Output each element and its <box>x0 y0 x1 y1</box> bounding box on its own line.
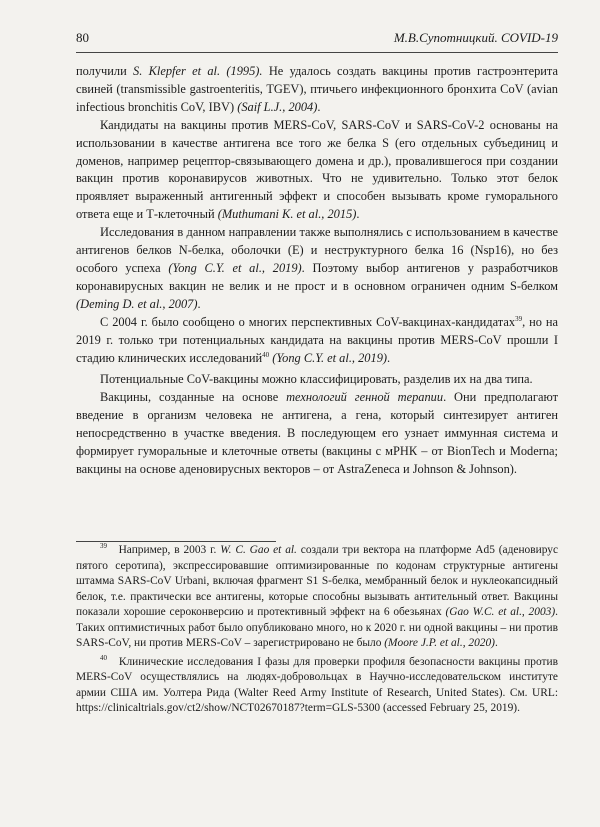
citation: (Muthumani K. et al., 2015) <box>217 207 357 222</box>
citation: (Yong C.Y. et al., 2019) <box>168 260 302 275</box>
citation: (Gao W.C. et al., 2003) <box>445 606 556 618</box>
paragraph-4: С 2004 г. было сообщено о многих перспективных CoV-вакцинах-кандидатах$^{39}$, но на 2019 г. только три потенциальных кандидата на вакцины против MERS-CoV прошли I стадию клинических исследований$^{40}$ (Yong C.Y. et al., 2019). <box>76 314 559 365</box>
paragraph-1: получили S. Klepfer et al. (1995). Не удалось создать вакцины против гастроэнтерита свиней (transmissible gastroenteritis, TGEV), птичьего инфекционного бронхита CoV (avian infectious bronchitis CoV, IBV) (Saif L.J., 2004). <box>76 64 558 114</box>
footnote-39: $^{39}$ Например, в 2003 г. W. C. Gao et al. создали три вектора на платформе Ad5 (аденовирус пятого серотипа), экспрессировавшие оптимизированные по кодонам структурные антигены штамма SARS-CoV Urbani, включая фрагмент S1 S-белка, мембранный белок и нуклеокапсидный белок, т.е. практически все антигены, которые способны вызывать антительный ответ. Вакцины показали хорошие сероконверсию и протективный эффект на 6 обезьянах (Gao W.C. et al., 2003). Таких оптимистичных работ было опубликовано много, но к 2020 г. ни одной вакцины – ни против SARS-CoV, ни против MERS-CoV – зарегистрировано не было (Moore J.P. et al., 2020). <box>76 542 559 649</box>
citation: S. Klepfer et al. (1995). <box>133 64 263 78</box>
footnote-number: 40 <box>100 653 107 662</box>
citation: (Deming D. et al., 2007) <box>76 296 198 311</box>
paragraph-2: Кандидаты на вакцины против MERS-CoV, SARS-CoV и SARS-CoV-2 основаны на использовании в качестве антигена все того же белка S (его отдельных субъединиц и доменов, например рецептор-связывающего домена и др.), провалившегося при создании вакцин против коронавирусов животных. Что не удивительно. Только этот белок проявляет выраженный антигенный эффект и способен вызывать кроме гуморального ответа еще и Т-клеточный (Muthumani K. et al., 2015). <box>76 117 558 222</box>
emphasis: технологий генной терапии <box>286 390 444 405</box>
paragraph-3: Исследования в данном направлении также выполнялись с использованием в качестве антигенов белков N-белка, оболочки (E) и неструктурного белка 16 (Nsp16), но без особого успеха (Yong C.Y. et al., 2019). Поэтому выбор антигенов у разработчиков коронавирусных вакцин не велик и не прост и в основном ограничен одним S-белком (Deming D. et al., 2007). <box>76 225 558 311</box>
footnotes <box>76 543 558 717</box>
running-title: М.В.Супотницкий. COVID-19 <box>393 30 558 45</box>
citation: (Saif L.J., 2004) <box>237 99 318 114</box>
paragraph-5: Потенциальные CoV-вакцины можно классифицировать, разделив их на два типа. <box>100 372 533 387</box>
footnote-number: 39 <box>100 542 107 551</box>
citation: W. C. Gao et al. <box>220 544 297 556</box>
page-number: 80 <box>76 30 89 45</box>
paragraph-6: Вакцины, созданные на основе технологий генной терапии. Они предполагают введение в организм человека не антигена, а гена, который синтезирует антиген непосредственно в участке введения. В последующем его узнает иммунная система и формирует гуморальные и клеточные ответы (вакцины с мРНК – от BionTech и Moderna; вакцины на основе аденовирусных векторов – от AstraZeneca и Johnson & Johnson). <box>76 390 559 476</box>
page-header <box>76 30 558 46</box>
footnote-ref-39: 39 <box>515 314 523 323</box>
main-text <box>76 63 558 479</box>
citation: (Yong C.Y. et al., 2019) <box>269 350 388 365</box>
citation: (Moore J.P. et al., 2020) <box>384 637 495 649</box>
footnote-ref-40: 40 <box>262 350 270 359</box>
footnote-40: $^{40}$ Клинические исследования I фазы для проверки профиля безопасности вакцины против MERS-CoV осуществлялись на людях-добровольцах в Научно-исследовательском институте армии США им. Уолтера Рида (Walter Reed Army Institute of Research, United States). См. URL: https://clinicaltrials.gov/ct2/show/NCT02670187?term=GLS-5300 (accessed February 25, 2019). <box>76 653 558 714</box>
header-rule <box>76 52 558 53</box>
